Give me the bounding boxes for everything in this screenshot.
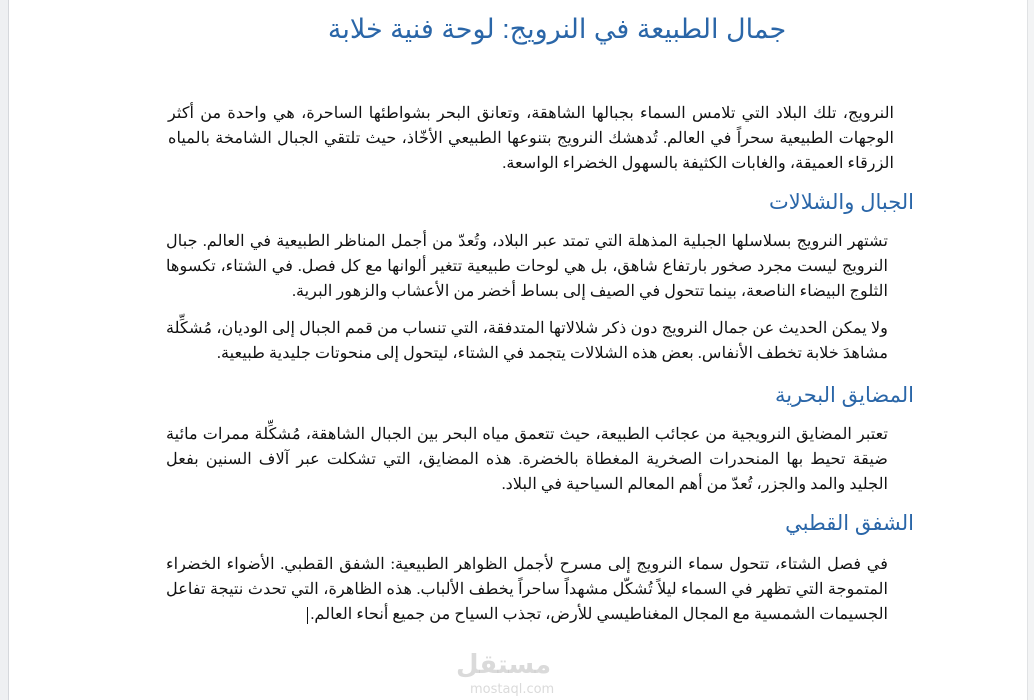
page-edge-left (0, 0, 9, 700)
paragraph-mountains-1: تشتهر النرويج بسلاسلها الجبلية المذهلة التي تمتد عبر البلاد، وتُعدّ من أجمل المناظر الطبيعية في العالم. جبال النرويج ليست مجرد صخور بارتفاع شاهق، بل هي لوحات طبيعية تتغير ألوانها مع كل فصل. في الشتاء، تكسوها الثلوج البيضاء الناصعة، بينما تتحول في الصيف إلى بساط أخضر من الأعشاب والزهور البرية. (166, 232, 888, 300)
watermark-url: mostaql.com (470, 682, 555, 697)
paragraph-aurora-text: في فصل الشتاء، تتحول سماء النرويج إلى مسرح لأجمل الظواهر الطبيعية: الشفق القطبي. الأضواء الخضراء المتموجة التي تظهر في السماء ليلاً تُشكّل مشهداً ساحراً يخطف الألباب. هذه الظاهرة، التي تحدث نتيجة تفاعل الجسيمات الشمسية مع المجال المغناطيسي للأرض، تجذب السياح من جميع أنحاء العالم. (166, 555, 888, 623)
paragraph-mountains-2: ولا يمكن الحديث عن جمال النرويج دون ذكر شلالاتها المتدفقة، التي تنساب من قمم الجبال إلى الوديان، مُشكِّلة مشاهدَ خلابة تخطف الأنفاس. بعض هذه الشلالات يتجمد في الشتاء، ليتحول إلى منحوتات جليدية طبيعية. (166, 319, 888, 362)
document-title: جمال الطبيعة في النرويج: لوحة فنية خلابة (327, 14, 787, 44)
paragraph-aurora (166, 552, 914, 627)
section-heading-fjords: المضايق البحرية (775, 384, 914, 407)
intro-paragraph: النرويج، تلك البلاد التي تلامس السماء بجبالها الشاهقة، وتعانق البحر بشواطئها الساحرة، هي واحدة من أكثر الوجهات الطبيعية سحراً في العالم. تُدهشك النرويج بتنوعها الطبيعي الأخّاذ، حيث تلتقي الجبال الشامخة بالمياه الزرقاء العميقة، والغابات الكثيفة بالسهول الخضراء الواسعة. (168, 104, 894, 172)
text-cursor (307, 607, 308, 624)
section-heading-aurora: الشفق القطبي (785, 512, 914, 535)
paragraph-fjords: تعتبر المضايق النرويجية من عجائب الطبيعة، حيث تتعمق مياه البحر بين الجبال الشاهقة، مُشكِّلة ممرات مائية ضيقة تحيط بها المنحدرات الصخرية المغطاة بالخضرة. هذه المضايق، التي تشكلت عبر آلاف السنين بفعل الجليد والمد والجزر، تُعدّ من أهم المعالم السياحية في البلاد. (166, 425, 888, 493)
document-page[interactable] (166, 0, 914, 627)
watermark-logo: مستقل (456, 650, 552, 680)
section-heading-mountains: الجبال والشلالات (768, 191, 914, 214)
page-edge-right (1027, 0, 1034, 700)
